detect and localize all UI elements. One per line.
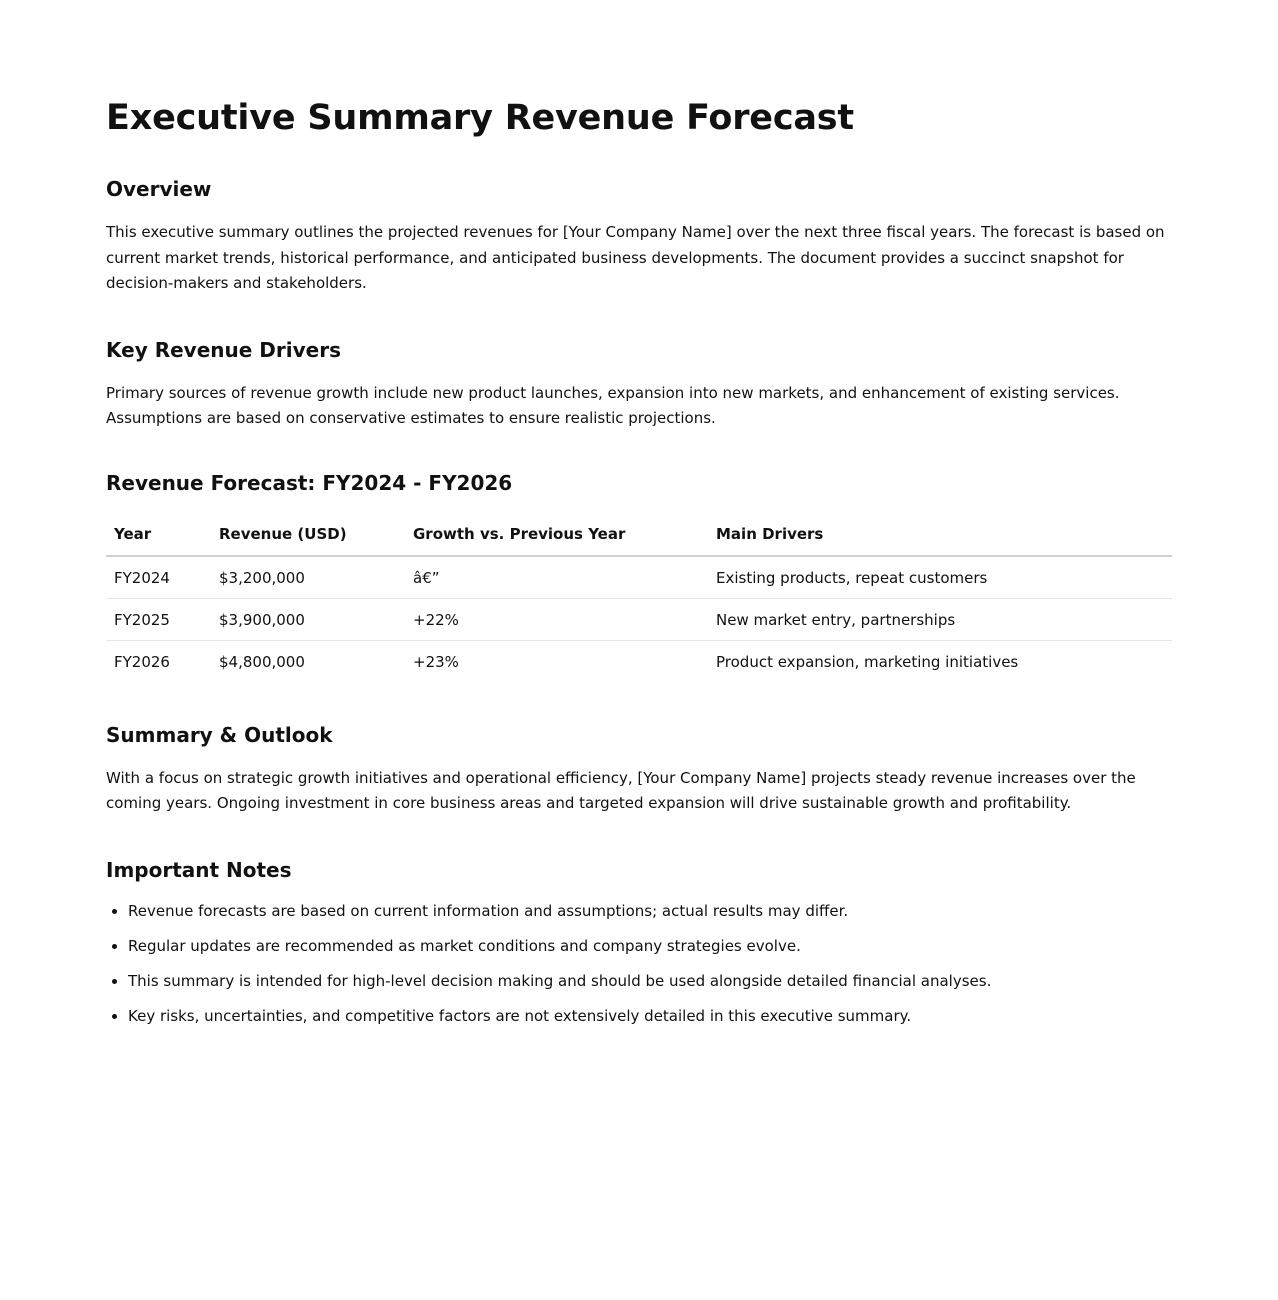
cell-revenue: $3,900,000 (211, 598, 405, 640)
table-header-row (106, 514, 1172, 556)
notes-section (106, 857, 1172, 1026)
forecast-section (106, 470, 1172, 682)
outlook-heading: Summary & Outlook (106, 722, 333, 747)
notes-list (106, 901, 1172, 1026)
list-item: • Revenue forecasts are based on current information and assumptions; actual results may differ. (128, 901, 1172, 921)
cell-drivers: Existing products, repeat customers (708, 556, 1172, 599)
column-header-growth: Growth vs. Previous Year (405, 514, 708, 556)
overview-section (106, 176, 1172, 297)
notes-heading: Important Notes (106, 857, 292, 882)
cell-revenue: $3,200,000 (211, 556, 405, 599)
forecast-table (106, 514, 1172, 682)
cell-drivers: New market entry, partnerships (708, 598, 1172, 640)
cell-year: FY2025 (106, 598, 211, 640)
outlook-section (106, 722, 1172, 817)
overview-body: This executive summary outlines the projected revenues for [Your Company Name] over the next three fiscal years. The forecast is based on current market trends, historical performance, and anticipated business developments. The document provides a succinct snapshot for decision-makers and stakeholders. (106, 223, 1165, 292)
cell-growth: +23% (413, 652, 459, 671)
cell-growth: +22% (405, 598, 708, 640)
column-header-drivers: Main Drivers (708, 514, 1172, 556)
table-row (106, 556, 1172, 599)
drivers-section (106, 337, 1172, 432)
cell-revenue: $4,800,000 (219, 652, 305, 671)
column-header-revenue: Revenue (USD) (211, 514, 405, 556)
list-item: • Key risks, uncertainties, and competitive factors are not extensively detailed in this executive summary. (128, 1006, 1172, 1026)
drivers-heading: Key Revenue Drivers (106, 337, 341, 362)
forecast-heading: Revenue Forecast: FY2024 - FY2026 (106, 470, 513, 495)
cell-year: FY2024 (106, 556, 211, 599)
table-row (106, 598, 1172, 640)
cell-growth: â€” (405, 556, 708, 599)
list-item: • Regular updates are recommended as market conditions and company strategies evolve. (128, 936, 1172, 956)
cell-year: FY2026 (114, 652, 170, 671)
list-item: • This summary is intended for high-level decision making and should be used alongside detailed financial analyses. (128, 971, 1172, 991)
drivers-body: Primary sources of revenue growth include new product launches, expansion into new markets, and enhancement of existing services. Assumptions are based on conservative estimates to ensure realistic projections. (106, 383, 1120, 427)
cell-drivers: Product expansion, marketing initiatives (716, 652, 1019, 671)
overview-heading: Overview (106, 177, 212, 201)
table-row (106, 640, 1172, 682)
page-title: Executive Summary Revenue Forecast (106, 98, 854, 138)
outlook-body: With a focus on strategic growth initiatives and operational efficiency, [Your Company Name] projects steady revenue increases over the coming years. Ongoing investment in core business areas and targeted expansion will drive sustainable growth and profitability. (106, 768, 1136, 812)
column-header-year: Year (106, 514, 211, 556)
